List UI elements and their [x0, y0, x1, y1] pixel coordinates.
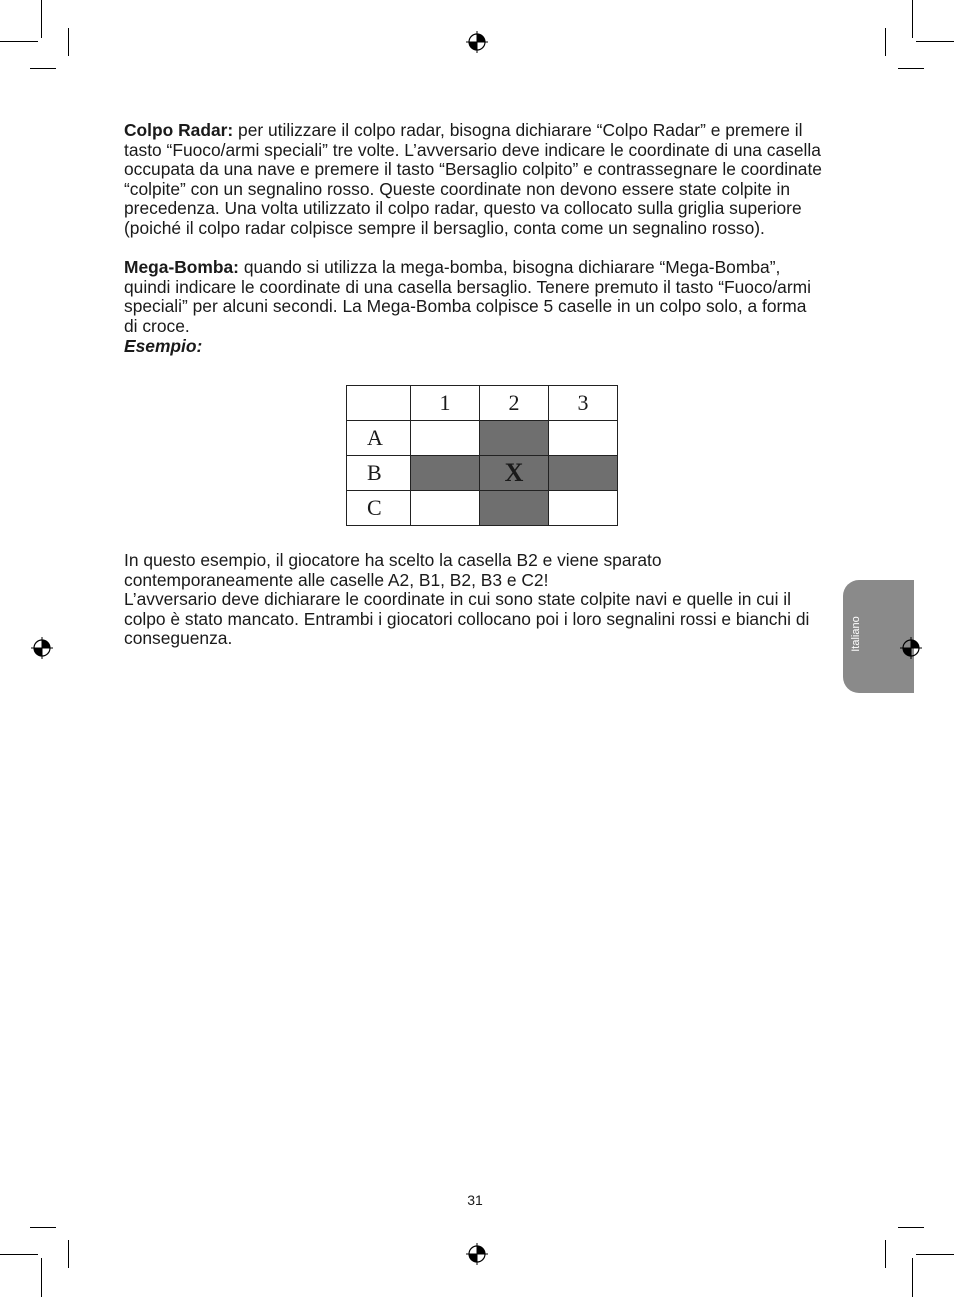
mega-bomb-text: quando si utilizza la mega-bomba, bisogna dichiarare “Mega-Bomba”, quindi indicare le coordinate di una casella bersaglio. Tenere premuto il tasto “Fuoco/armi speciali” per alcuni secondi. La Mega-Bomba colpisce 5 caselle in un colpo solo, a forma di croce. — [124, 257, 811, 336]
registration-mark-icon — [466, 1243, 488, 1265]
grid-column-header: 3 — [549, 386, 618, 421]
crop-mark — [912, 0, 913, 38]
grid-cell — [480, 421, 549, 456]
page-number: 31 — [467, 1192, 483, 1208]
crop-mark — [898, 1227, 924, 1228]
grid-cell — [480, 491, 549, 526]
mega-bomb-paragraph — [124, 258, 824, 356]
example-explanation-paragraph — [124, 551, 824, 649]
grid-row — [347, 421, 618, 456]
registration-mark-icon — [900, 637, 922, 659]
grid-cell — [411, 491, 480, 526]
grid-row-header: A — [347, 421, 411, 456]
grid-cell-target-mark: X — [480, 456, 549, 491]
crop-mark — [68, 1240, 69, 1268]
crop-mark — [912, 1258, 913, 1297]
grid-cell — [411, 421, 480, 456]
grid-cell — [549, 491, 618, 526]
grid-column-header: 2 — [480, 386, 549, 421]
radar-shot-title: Colpo Radar: — [124, 120, 234, 140]
crop-mark — [885, 1240, 886, 1268]
grid-column-header: 1 — [411, 386, 480, 421]
crop-mark — [30, 1227, 56, 1228]
example-grid — [346, 385, 618, 526]
example-explanation-line1: In questo esempio, il giocatore ha scelto la casella B2 e viene sparato contemporaneamente alle caselle A2, B1, B2, B3 e C2! — [124, 550, 662, 590]
crop-mark — [898, 68, 924, 69]
grid-corner-cell — [347, 386, 411, 421]
mega-bomb-title: Mega-Bomba: — [124, 257, 239, 278]
registration-mark-icon — [466, 31, 488, 53]
crop-mark — [885, 28, 886, 56]
main-content — [124, 121, 824, 356]
crop-mark — [30, 68, 56, 69]
grid-cell — [549, 421, 618, 456]
radar-shot-text: per utilizzare il colpo radar, bisogna dichiarare “Colpo Radar” e premere il tasto “Fuoco/armi speciali” tre volte. L’avversario deve indicare le coordinate di una casella occupata da una nave e premere il tasto “Bersaglio colpito” e contrassegnare le coordinate “colpite” con un segnalino rosso. Queste coordinate non devono essere state colpite in precedenza. Una volta utilizzato il colpo radar, questo va collocato sulla griglia superiore (poiché il colpo radar colpisce sempre il bersaglio, conta come un segnalino rosso). — [124, 120, 822, 238]
grid-row — [347, 491, 618, 526]
registration-mark-icon — [31, 637, 53, 659]
grid-cell — [549, 456, 618, 491]
crop-mark — [41, 1258, 42, 1297]
crop-mark — [916, 41, 954, 42]
example-explanation-line2: L’avversario deve dichiarare le coordinate in cui sono state colpite navi e quelle in cui il colpo è stato mancato. Entrambi i giocatori collocano poi i loro segnalini rossi e bianchi di conseguenza. — [124, 589, 810, 649]
grid-row-header: B — [347, 456, 411, 491]
crop-mark — [0, 1254, 38, 1255]
grid-header-row — [347, 386, 618, 421]
crop-mark — [0, 41, 38, 42]
crop-mark — [916, 1254, 954, 1255]
language-tab-label: Italiano — [850, 616, 862, 652]
crop-mark — [68, 28, 69, 56]
grid-cell — [411, 456, 480, 491]
crop-mark — [41, 0, 42, 38]
grid-row-header: C — [347, 491, 411, 526]
radar-shot-paragraph — [124, 121, 824, 239]
example-label: Esempio: — [124, 335, 203, 356]
grid-row — [347, 456, 618, 491]
